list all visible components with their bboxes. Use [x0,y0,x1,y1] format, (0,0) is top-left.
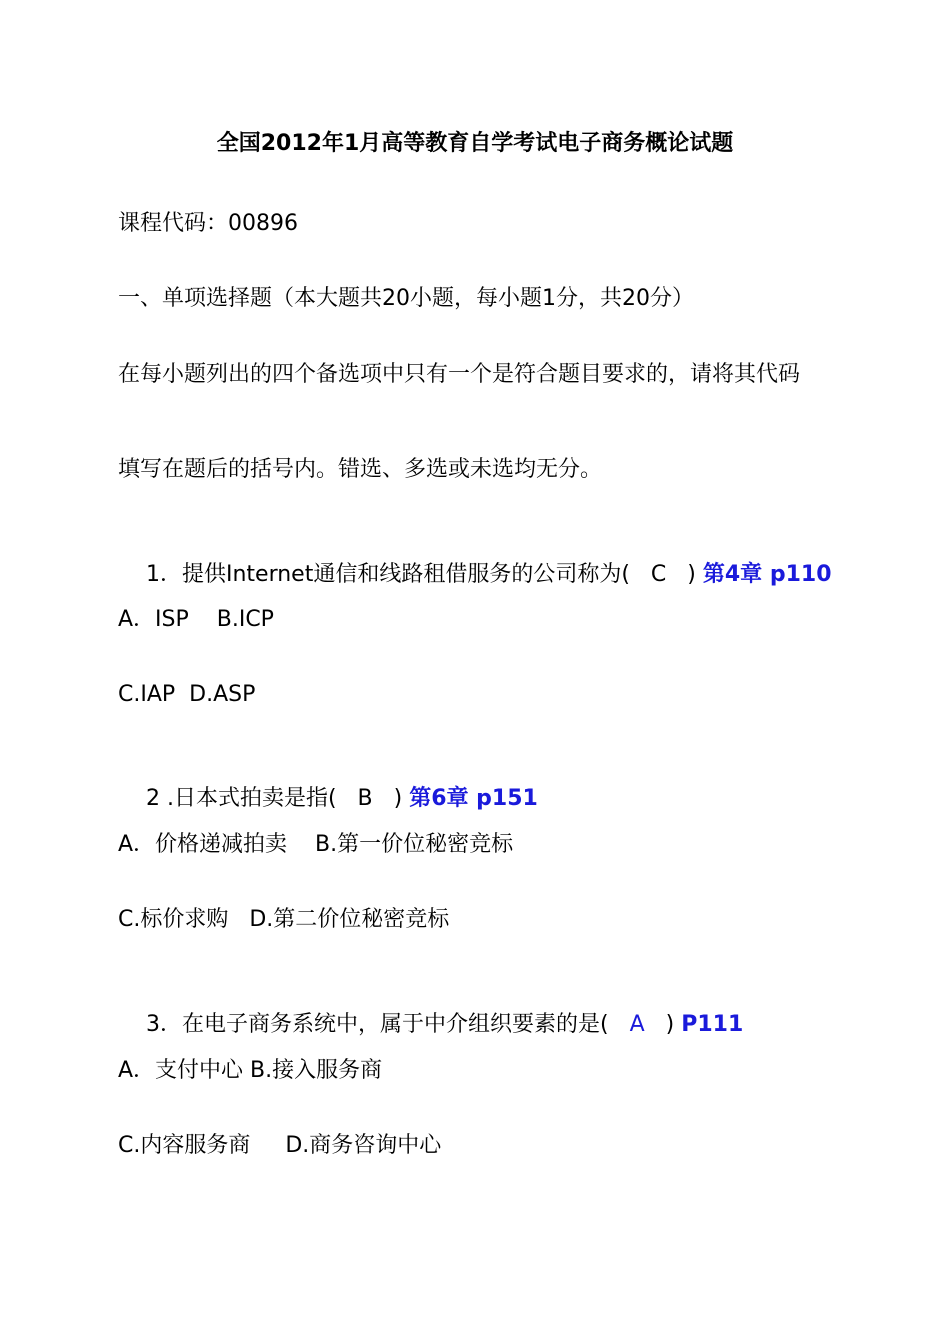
question-2-options-line-1: A．价格递减拍卖 B.第一价位秘密竞标 [118,832,514,857]
instructions-line-2: 填写在题后的括号内。错选、多选或未选均无分。 [118,457,603,482]
question-3-close: ) [665,1012,675,1037]
question-2-stem: 2 .日本式拍卖是指( [145,786,337,811]
question-3-answer: A [629,1012,645,1037]
question-1-options-line-2: C.IAP D.ASP [118,682,256,707]
course-code: 课程代码：00896 [118,211,298,236]
question-1-answer: C [650,562,667,587]
question-1-close: ) [687,562,696,587]
question-2-close: ) [393,786,403,811]
question-3-options-line-1: A．支付中心 B.接入服务商 [118,1058,383,1083]
question-1-options-line-1: A．ISP B.ICP [118,607,274,632]
document-title: 全国2012年1月高等教育自学考试电子商务概论试题 [216,131,734,156]
question-3-stem: 3．在电子商务系统中，属于中介组织要素的是( [145,1012,609,1037]
question-1-stem: 1．提供Internet通信和线路租借服务的公司称为( [145,562,630,587]
question-2-answer: B [357,786,373,811]
instructions-line-1: 在每小题列出的四个备选项中只有一个是符合题目要求的，请将其代码 [118,362,801,387]
section-heading: 一、单项选择题（本大题共20小题，每小题1分，共20分） [118,286,694,311]
question-2-reference: 第6章 p151 [409,786,538,811]
question-1-reference: 第4章 p110 [702,562,832,587]
question-3-reference: P111 [681,1012,744,1037]
question-2-options-line-2: C.标价求购 D.第二价位秘密竞标 [118,907,450,932]
question-3-options-line-2: C.内容服务商 D.商务咨询中心 [118,1133,442,1158]
